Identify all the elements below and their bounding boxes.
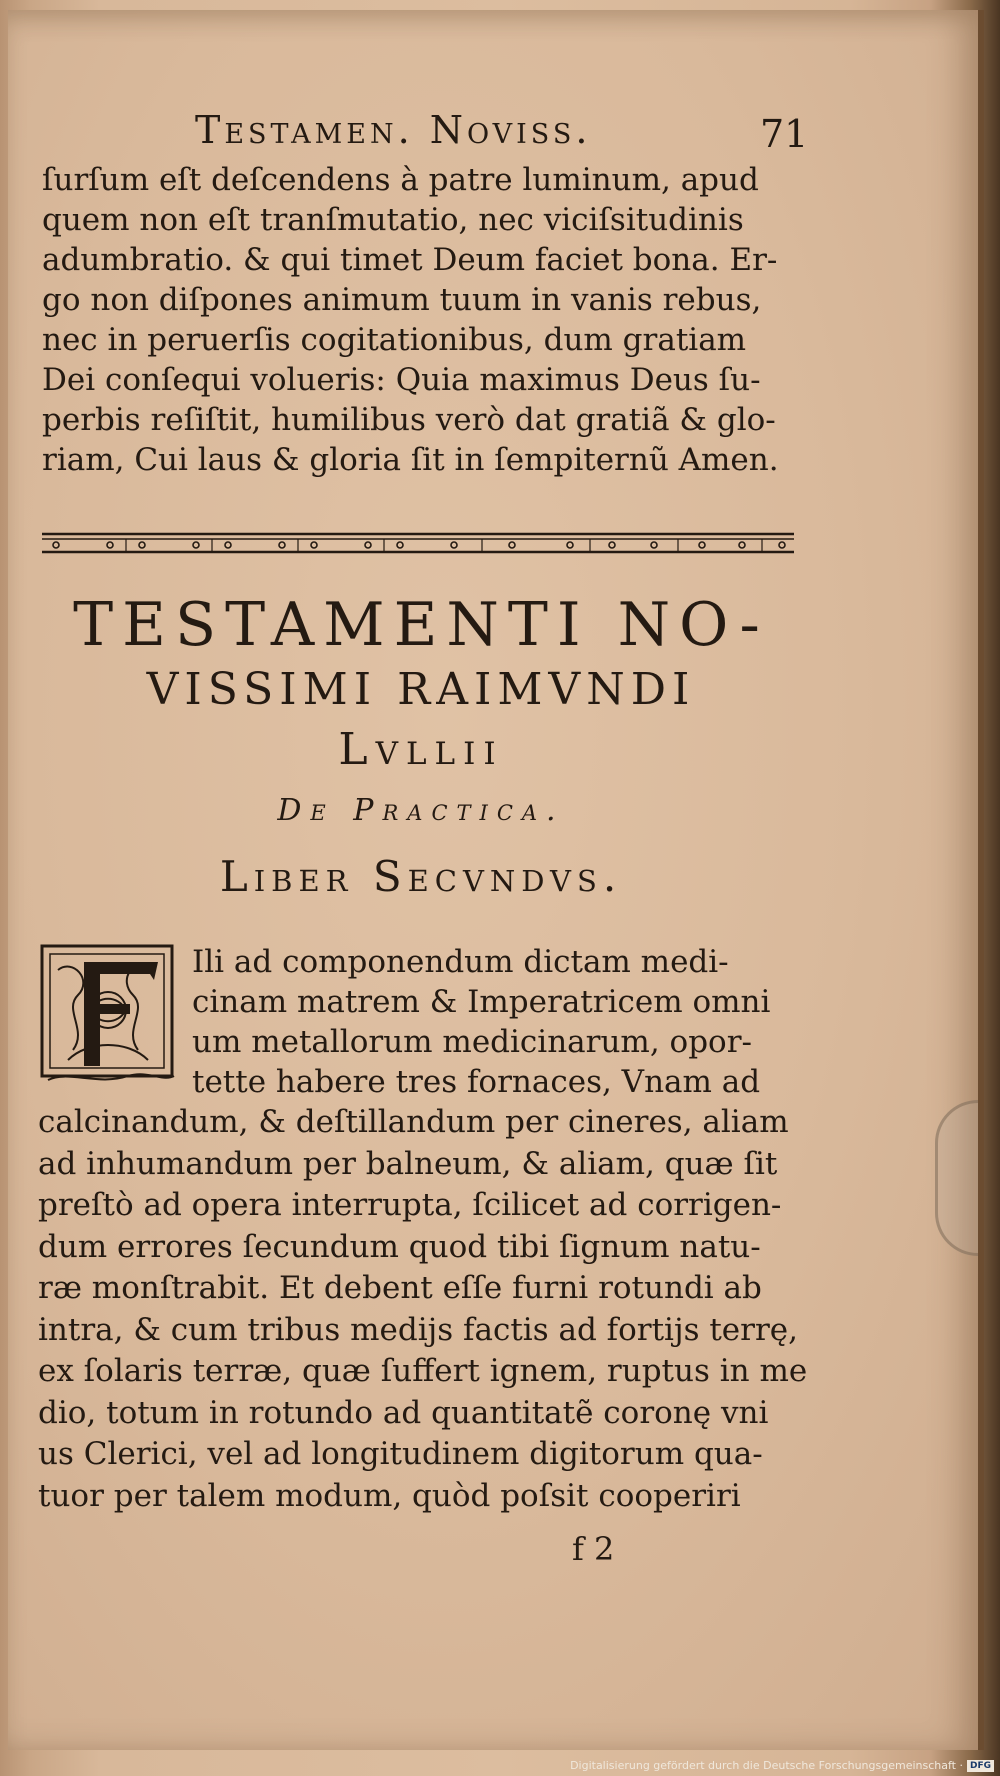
- first-paragraph-lines: [192, 942, 802, 1102]
- decorated-initial-f-icon: [38, 940, 178, 1088]
- text-line: preſtò ad opera interrupta, ſcilicet ad corrigen-: [38, 1187, 782, 1223]
- running-head: Testamen. Noviss.: [195, 108, 592, 152]
- text-line: perbis reſiſtit, humilibus verò dat gratiã & glo-: [42, 402, 776, 438]
- page-clip: [935, 1100, 978, 1256]
- text-line: tette habere tres fornaces, Vnam ad: [192, 1064, 761, 1100]
- text-line: nec in peruerſis cogitationibus, dum gratiam: [42, 322, 747, 358]
- dfg-logo-icon: DFG: [967, 1760, 994, 1772]
- text-line: adumbratio. & qui timet Deum faciet bona. Er-: [42, 242, 778, 278]
- title-line-4: De Practica.: [277, 793, 565, 828]
- text-line: riam, Cui laus & gloria ſit in ſempiternũ Amen.: [42, 442, 779, 478]
- signature-mark: f 2: [572, 1530, 615, 1568]
- footer-text: Digitalisierung gefördert durch die Deutsche Forschungsgemeinschaft ·: [570, 1759, 963, 1772]
- text-line: ræ monſtrabit. Et debent eſſe furni rotundi ab: [38, 1270, 762, 1306]
- top-text-block: [42, 160, 802, 480]
- digitization-footer: [570, 1759, 994, 1772]
- text-line: ad inhumandum per balneum, & aliam, quæ ſit: [38, 1145, 778, 1182]
- chapter-title: [36, 590, 806, 912]
- title-line-1: TESTAMENTI NO-: [73, 590, 769, 660]
- text-line: tuor per talem modum, quòd poſsit cooperiri: [38, 1477, 741, 1514]
- text-line: calcinandum, & deſtillandum per cineres, aliam: [38, 1104, 789, 1140]
- text-line: Dei conſequi volueris: Quia maximus Deus ſu-: [42, 362, 761, 398]
- paragraph-continuation: [38, 1102, 808, 1517]
- text-line: ſurſum eſt deſcendens à patre luminum, apud: [42, 162, 759, 198]
- text-line: ex ſolaris terræ, quæ ſuffert ignem, ruptus in me: [38, 1353, 808, 1389]
- text-line: us Clerici, vel ad longitudinem digitorum qua-: [38, 1436, 763, 1472]
- text-line: cinam matrem & Imperatricem omni: [192, 984, 771, 1020]
- text-line: go non diſpones animum tuum in vanis rebus,: [42, 282, 762, 318]
- text-line: dio, totum in rotundo ad quantitatẽ coronę vni: [38, 1394, 769, 1431]
- title-line-3: Lvllii: [338, 724, 504, 775]
- text-line: Ili ad componendum dictam medi-: [192, 944, 729, 980]
- ornamental-rule: [42, 530, 794, 556]
- title-line-5: Liber Secvndvs.: [219, 852, 623, 901]
- title-line-2: VISSIMI RAIMVNDI: [146, 664, 696, 715]
- text-line: dum errores ſecundum quod tibi ſignum natu-: [38, 1228, 761, 1265]
- text-line: intra, & cum tribus medijs factis ad fortijs terrę,: [38, 1311, 798, 1348]
- text-line: um metallorum medicinarum, opor-: [192, 1024, 752, 1060]
- folio-number: 71: [760, 112, 809, 156]
- text-line: quem non eſt tranſmutatio, nec viciſsitudinis: [42, 202, 744, 238]
